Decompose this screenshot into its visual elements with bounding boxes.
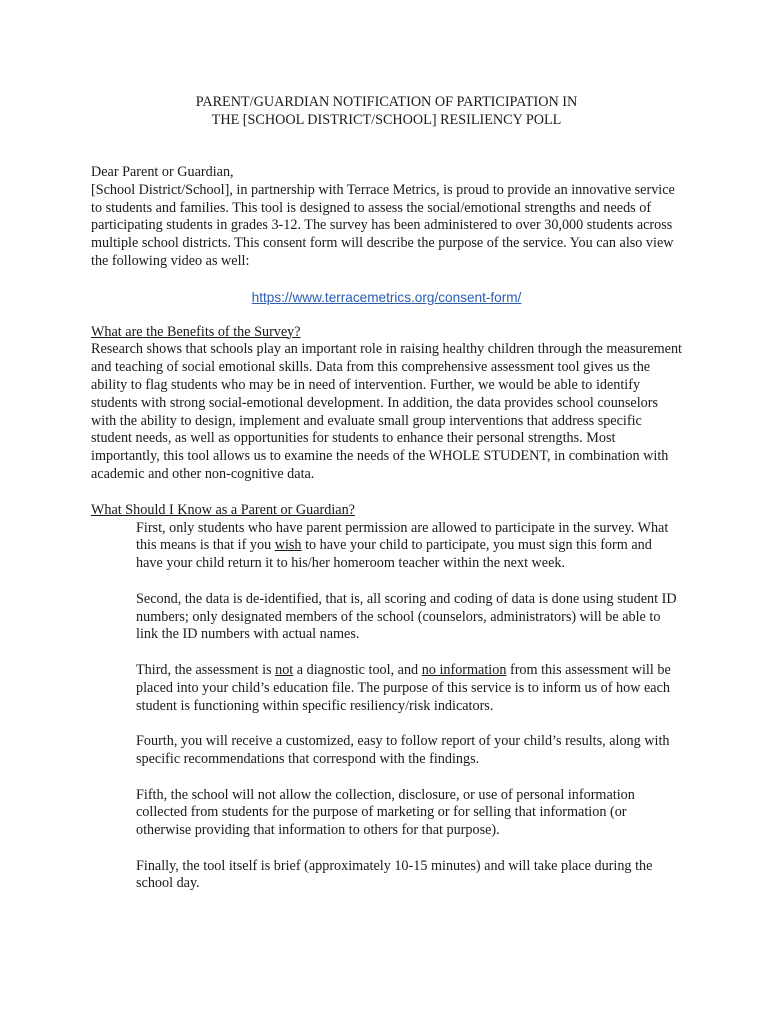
know-paragraph-third: Third, the assessment is not a diagnostic tool, and no information from this assessment will be placed into your child’s education file. The purpose of this service is to inform us of how each student is functioning within specific resiliency/risk indicators.	[136, 661, 671, 714]
know-section	[91, 502, 682, 894]
consent-form-link[interactable]: https://www.terracemetrics.org/consent-form/	[251, 289, 522, 305]
benefits-section	[91, 324, 682, 484]
wish-emphasis: wish	[274, 537, 302, 554]
know-list	[91, 520, 682, 894]
video-link-line	[91, 289, 682, 307]
no-information-emphasis: no information	[421, 661, 507, 678]
know-paragraph-fourth: Fourth, you will receive a customized, easy to follow report of your child’s results, along with specific recommendations that correspond with the findings.	[136, 733, 670, 767]
intro-paragraph: [School District/School], in partnership with Terrace Metrics, is proud to provide an innovative service to students and families. This tool is designed to assess the social/emotional strengths and needs of participating students in grades 3-12. The survey has been administered to over 30,000 students across multiple school districts. This consent form will describe the purpose of the service. You can also view the following video as well:	[91, 181, 675, 269]
page-title	[91, 94, 682, 129]
know-paragraph-fifth: Fifth, the school will not allow the collection, disclosure, or use of personal information collected from students for the purpose of marketing or for selling that information (or otherwise providing that information to others for that purpose).	[136, 786, 635, 839]
know-paragraph-finally: Finally, the tool itself is brief (approximately 10-15 minutes) and will take place during the school day.	[136, 857, 653, 892]
title-line-1: PARENT/GUARDIAN NOTIFICATION OF PARTICIPATION IN	[195, 94, 578, 110]
benefits-paragraph: Research shows that schools play an important role in raising healthy children through the measurement and teaching of social emotional skills. Data from this comprehensive assessment tool gives us the ability to flag students who may be in need of intervention. Further, we would be able to identify students with strong social-emotional development. In addition, the data provides school counselors with the ability to design, implement and evaluate small group interventions that address specific student needs, as well as opportunities for students to enhance their personal strengths. Most importantly, this tool allows us to examine the needs of the WHOLE STUDENT, in combination with academic and other non-cognitive data.	[91, 341, 682, 482]
benefits-heading: What are the Benefits of the Survey?	[91, 323, 301, 340]
salutation: Dear Parent or Guardian,	[91, 164, 234, 180]
know-heading: What Should I Know as a Parent or Guardian?	[91, 501, 355, 518]
not-emphasis: not	[275, 661, 294, 678]
title-line-2: THE [SCHOOL DISTRICT/SCHOOL] RESILIENCY POLL	[211, 111, 562, 128]
know-paragraph-first: First, only students who have parent permission are allowed to participate in the survey. What this means is that if you wish to have your child to participate, you must sign this form and have your child return it to his/her homeroom teacher within the next week.	[136, 519, 669, 572]
know-paragraph-second: Second, the data is de-identified, that is, all scoring and coding of data is done using student ID numbers; only designated members of the school (counselors, administrators) will be able to link the ID numbers with actual names.	[136, 590, 677, 643]
